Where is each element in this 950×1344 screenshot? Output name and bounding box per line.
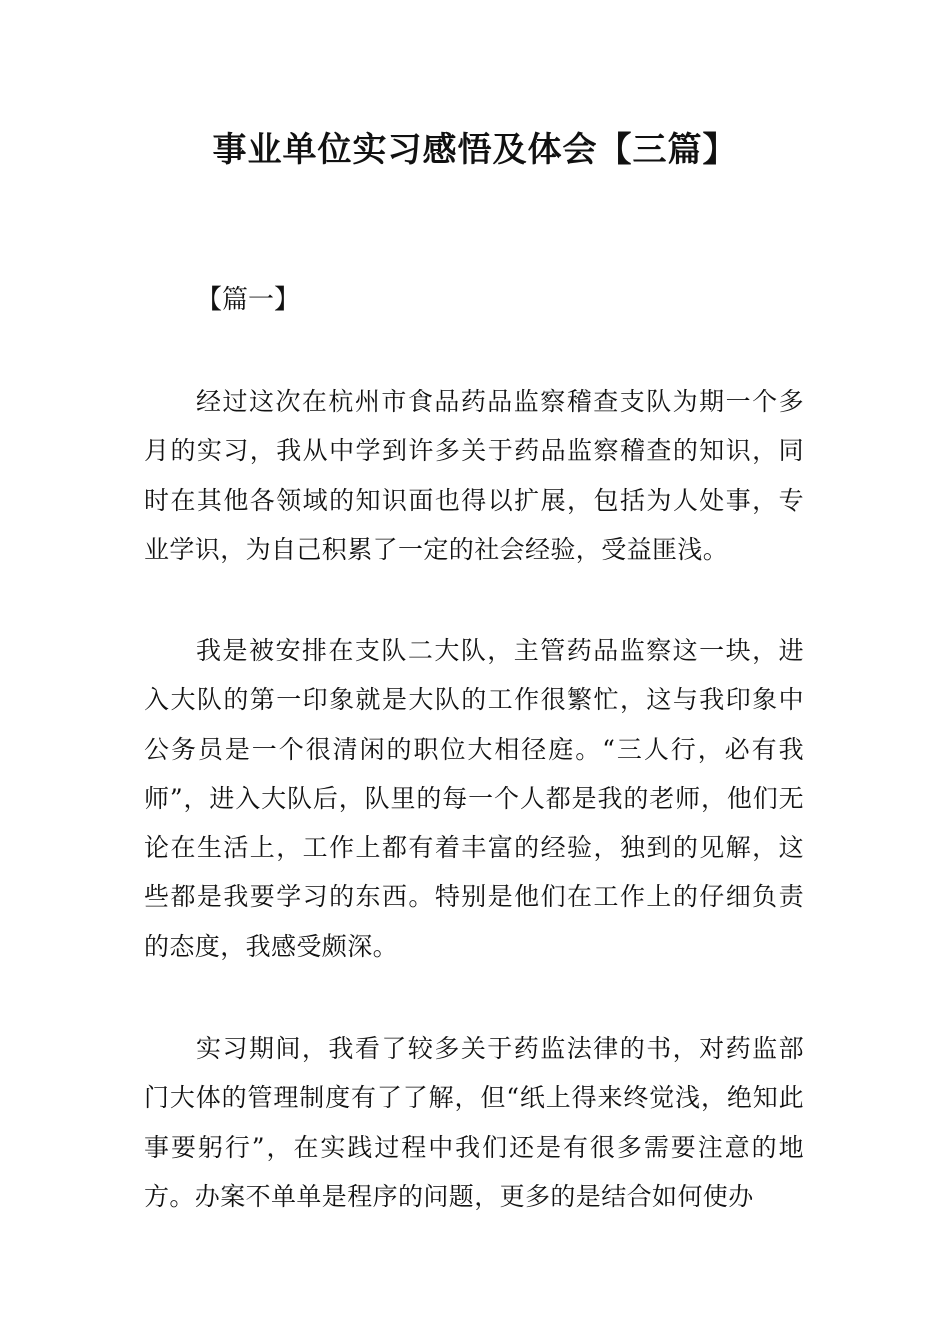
paragraph-3: 实习期间，我看了较多关于药监法律的书，对药监部门大体的管理制度有了了解，但“纸上得来终觉浅，绝知此事要躬行”，在实践过程中我们还是有很多需要注意的地方。办案不单单是程序的问题，更多的是结合如何使办 <box>144 1034 804 1211</box>
paragraph-2: 我是被安排在支队二大队，主管药品监察这一块，进入大队的第一印象就是大队的工作很繁忙，这与我印象中公务员是一个很清闲的职位大相径庭。“三人行，必有我师”，进入大队后，队里的每一个人都是我的老师，他们无论在生活上，工作上都有着丰富的经验，独到的见解，这些都是我要学习的东西。特别是他们在工作上的仔细负责的态度，我感受颇深。 <box>144 636 804 961</box>
section-heading: 【篇一】 <box>196 285 301 315</box>
document-title: 事业单位实习感悟及体会【三篇】 <box>212 130 738 170</box>
paragraph-1: 经过这次在杭州市食品药品监察稽查支队为期一个多月的实习，我从中学到许多关于药品监察稽查的知识，同时在其他各领域的知识面也得以扩展，包括为人处事，专业学识，为自己积累了一定的社会经验，受益匪浅。 <box>144 387 804 564</box>
